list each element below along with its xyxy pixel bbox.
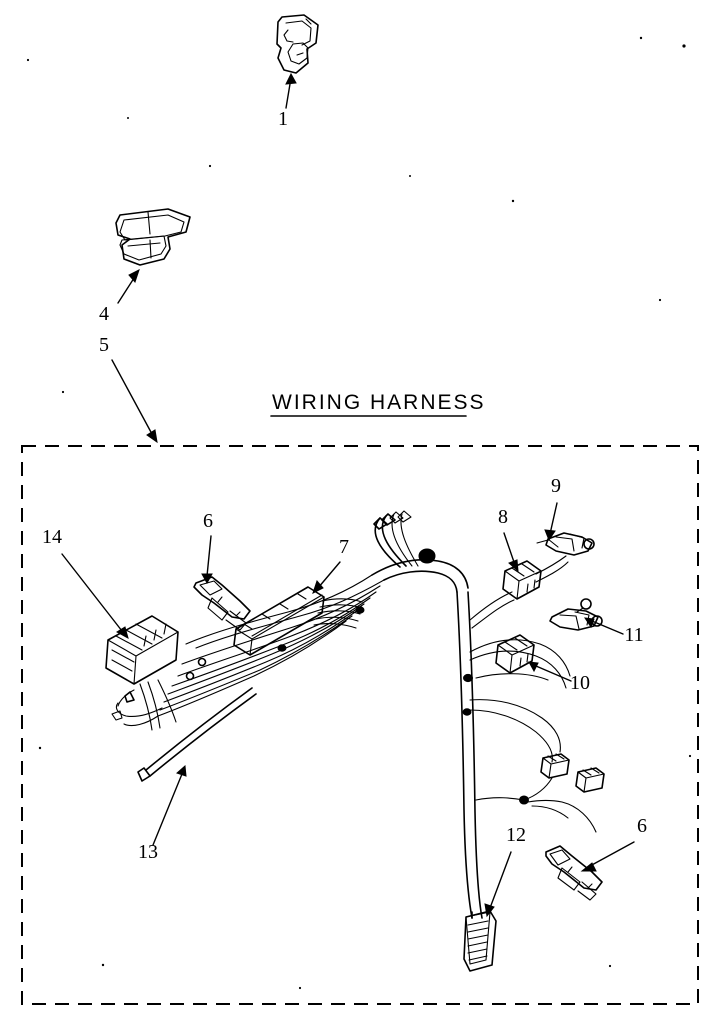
callout-12: 12 bbox=[506, 824, 526, 846]
callout-numbers bbox=[42, 108, 647, 863]
part-connector-clip-top bbox=[277, 15, 318, 73]
part-terminal-block-6-left bbox=[194, 577, 250, 630]
harness-main-assembly bbox=[112, 511, 596, 918]
diagram-title-group bbox=[271, 391, 486, 416]
part-terminal-block-6-right bbox=[546, 846, 602, 900]
part-terminal-lead-9 bbox=[537, 533, 594, 555]
paper-specks bbox=[27, 37, 691, 989]
callout-6-right: 6 bbox=[637, 815, 647, 837]
page-title: WIRING HARNESS bbox=[272, 391, 486, 414]
callout-1: 1 bbox=[278, 108, 288, 130]
part-strain-relief-bushing bbox=[116, 209, 190, 265]
diagram-frame bbox=[22, 446, 698, 1004]
callout-9: 9 bbox=[551, 475, 561, 497]
part-spade-connectors-lower bbox=[541, 754, 604, 792]
callout-8: 8 bbox=[498, 506, 508, 528]
callout-6-left: 6 bbox=[203, 510, 213, 532]
callout-10: 10 bbox=[570, 672, 590, 694]
part-ribbed-terminal-12 bbox=[464, 911, 496, 971]
callout-leaders bbox=[62, 74, 634, 916]
callout-5: 5 bbox=[99, 334, 109, 356]
callout-13: 13 bbox=[138, 841, 158, 863]
callout-14: 14 bbox=[42, 526, 62, 548]
callout-4: 4 bbox=[99, 303, 109, 325]
callout-11: 11 bbox=[624, 624, 644, 646]
part-inline-connector-8 bbox=[503, 561, 541, 599]
callout-7: 7 bbox=[339, 536, 349, 558]
part-ground-wire-13 bbox=[138, 688, 256, 781]
part-terminal-lead-11 bbox=[550, 599, 602, 630]
